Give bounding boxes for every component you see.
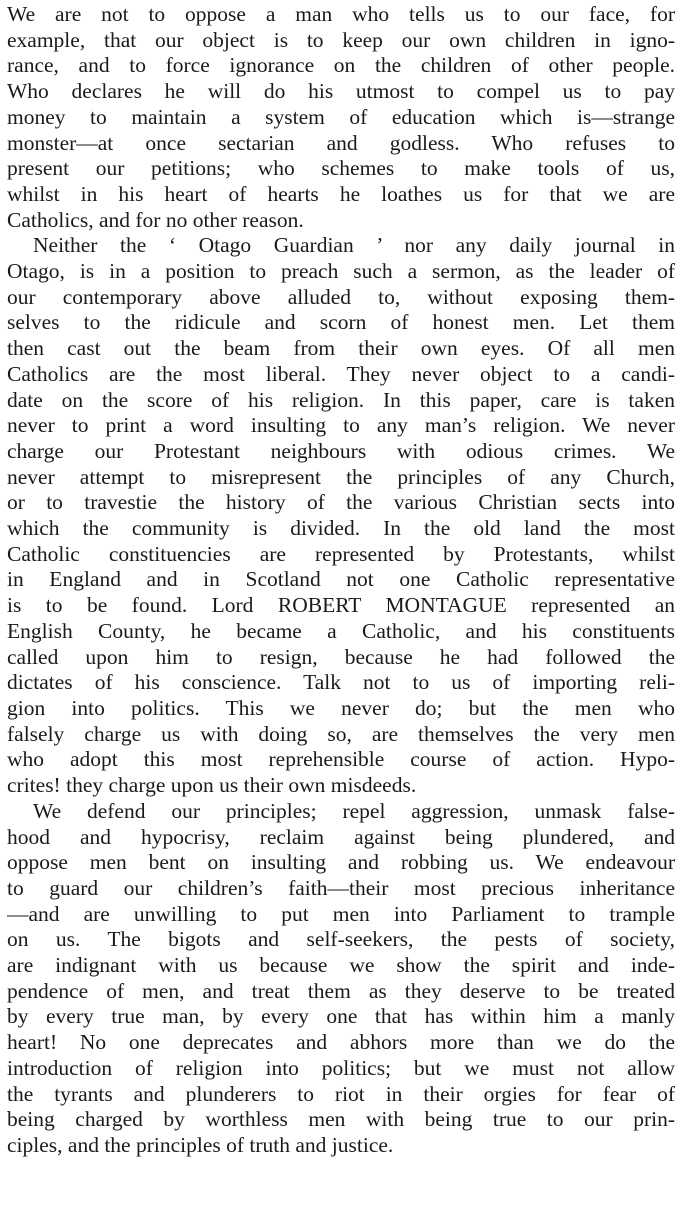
text-line: which the community is divided. In the old land the most <box>7 516 675 541</box>
text-line: Neither the ‘ Otago Guardian ’ nor any daily journal in <box>33 233 675 258</box>
text-line: our contemporary above alluded to, without exposing them- <box>7 284 675 309</box>
text-line: are indignant with us because we show the spirit and inde- <box>7 953 675 978</box>
text-line: on us. The bigots and self-seekers, the pests of society, <box>7 927 675 952</box>
text-line: rance, and to force ignorance on the children of other people. <box>7 53 675 78</box>
text-line: charge our Protestant neighbours with odious crimes. We <box>7 438 675 463</box>
text-line: oppose men bent on insulting and robbing us. We endeavour <box>7 850 675 875</box>
text-line: monster—at once sectarian and godless. Who refuses to <box>7 130 675 155</box>
text-line: by every true man, by every one that has within him a manly <box>7 1004 675 1029</box>
text-line: pendence of men, and treat them as they deserve to be treated <box>7 978 675 1003</box>
text-line: introduction of religion into politics; but we must not allow <box>7 1055 675 1080</box>
text-line: example, that our object is to keep our own children in igno- <box>7 27 675 52</box>
text-line: selves to the ridicule and scorn of honest men. Let them <box>7 310 675 335</box>
text-line: or to travestie the history of the various Christian sects into <box>7 490 675 515</box>
text-line: —and are unwilling to put men into Parliament to trample <box>7 901 675 926</box>
text-line: then cast out the beam from their own eyes. Of all men <box>7 336 675 361</box>
text-line: dictates of his conscience. Talk not to us of importing reli- <box>7 670 675 695</box>
text-line: We are not to oppose a man who tells us to our face, for <box>7 2 675 26</box>
text-line: whilst in his heart of hearts he loathes us for that we are <box>7 181 675 206</box>
text-line: in England and in Scotland not one Catholic representative <box>7 567 675 592</box>
text-line: being charged by worthless men with being true to our prin- <box>7 1107 675 1132</box>
text-line: falsely charge us with doing so, are themselves the very men <box>7 721 675 746</box>
article-body <box>7 2 675 1159</box>
text-line: Catholics, and for no other reason. <box>7 207 304 232</box>
text-line: Who declares he will do his utmost to compel us to pay <box>7 79 675 104</box>
text-line: is to be found. Lord ROBERT MONTAGUE represented an <box>7 593 675 618</box>
text-line: the tyrants and plunderers to riot in their orgies for fear of <box>7 1081 675 1106</box>
text-line: who adopt this most reprehensible course of action. Hypo- <box>7 747 675 772</box>
text-line: Catholic constituencies are represented by Protestants, whilst <box>7 541 675 566</box>
text-line: We defend our principles; repel aggression, unmask false- <box>33 798 675 823</box>
text-line: English County, he became a Catholic, and his constituents <box>7 618 675 643</box>
paragraph-1 <box>7 2 675 233</box>
paragraph-3 <box>7 799 675 1159</box>
text-line: Catholics are the most liberal. They never object to a candi- <box>7 361 675 386</box>
text-line: gion into politics. This we never do; but the men who <box>7 695 675 720</box>
text-line: Otago, is in a position to preach such a sermon, as the leader of <box>7 259 675 284</box>
text-line: ciples, and the principles of truth and justice. <box>7 1132 394 1157</box>
text-line: called upon him to resign, because he had followed the <box>7 644 675 669</box>
text-line: date on the score of his religion. In this paper, care is taken <box>7 387 675 412</box>
text-line: never to print a word insulting to any man’s religion. We never <box>7 413 675 438</box>
text-line: heart! No one deprecates and abhors more than we do the <box>7 1030 675 1055</box>
paragraph-2 <box>7 233 675 798</box>
text-line: present our petitions; who schemes to make tools of us, <box>7 156 675 181</box>
text-line: never attempt to misrepresent the principles of any Church, <box>7 464 675 489</box>
text-line: crites! they charge upon us their own misdeeds. <box>7 773 417 798</box>
text-line: money to maintain a system of education which is—strange <box>7 104 675 129</box>
text-line: to guard our children’s faith—their most precious inheritance <box>7 875 675 900</box>
text-line: hood and hypocrisy, reclaim against being plundered, and <box>7 824 675 849</box>
